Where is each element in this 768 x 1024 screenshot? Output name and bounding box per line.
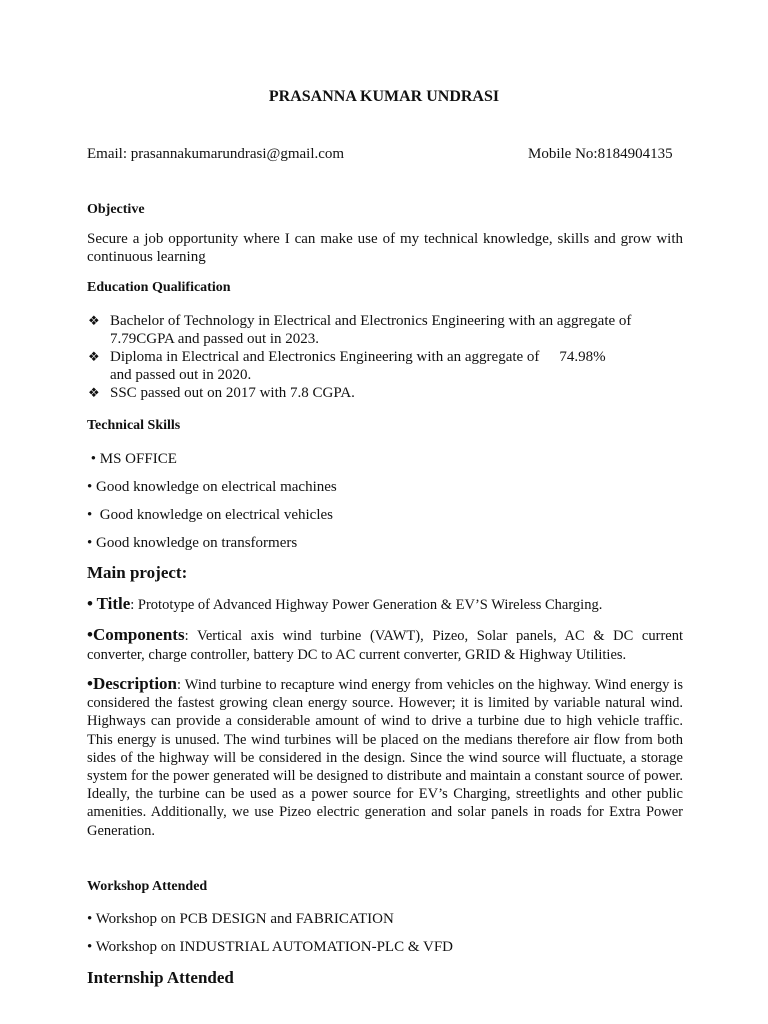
project-title-text: : Prototype of Advanced Highway Power Generation & EV’S Wireless Charging.	[130, 597, 603, 613]
project-heading: Main project:	[87, 563, 188, 582]
description-label: •Description	[87, 674, 177, 693]
list-item	[87, 348, 683, 384]
internship-heading: Internship Attended	[87, 968, 234, 987]
candidate-name: PRASANNA KUMAR UNDRASI	[268, 88, 500, 105]
education-heading: Education Qualification	[87, 280, 231, 295]
description-text: : Wind turbine to recapture wind energy from vehicles on the highway. Wind energy is considered the fastest growing clean energy source. However; it is limited by variable natural wind. Highways can provide a considerable amount of wind to drive a turbine due to high vehicle traffic. This energy is unused. The wind turbines will be placed on the medians therefore air flow from both sides of the highway will be considered in the design. Since the wind source will fluctuate, a storage system for the power generated will be designed to distribute and maintain a constant source of power. Ideally, the turbine can be used as a power source for EV’s Charging, streetlights and other public amenities. Additionally, we use Pizeo electric generation and solar panels in roads for Extra Power Generation.	[87, 677, 683, 839]
objective-text: Secure a job opportunity where I can make use of my technical knowledge, skills and grow with continuous learning	[87, 231, 683, 265]
education-text: Diploma in Electrical and Electronics Engineering with an aggregate of	[110, 349, 540, 365]
education-text: Bachelor of Technology in Electrical and Electronics Engineering with an aggregate of	[110, 313, 632, 329]
workshop-heading: Workshop Attended	[87, 879, 208, 894]
education-text: and passed out in 2020.	[110, 367, 252, 383]
diamond-bullet-icon: ❖	[88, 349, 100, 364]
education-list	[87, 312, 683, 402]
skill-item: • MS OFFICE	[87, 451, 177, 467]
bullet-icon: •	[87, 594, 93, 613]
education-text: 7.79CGPA and passed out in 2023.	[110, 331, 320, 347]
workshop-item: • Workshop on INDUSTRIAL AUTOMATION-PLC & VFD	[87, 939, 454, 955]
project-title-label: Title	[96, 594, 131, 613]
project-description	[87, 675, 683, 840]
project-components	[87, 626, 683, 664]
objective-heading: Objective	[87, 202, 145, 217]
components-text: : Vertical axis wind turbine (VAWT), Pizeo, Solar panels, AC & DC current converter, charge controller, battery DC to AC current converter, GRID & Highway Utilities.	[87, 628, 683, 663]
skill-item: • Good knowledge on electrical machines	[87, 479, 337, 495]
skill-item: • Good knowledge on electrical vehicles	[87, 507, 333, 523]
skills-heading: Technical Skills	[87, 418, 181, 433]
education-text: SSC passed out on 2017 with 7.8 CGPA.	[110, 385, 355, 401]
mobile-number: Mobile No:8184904135	[528, 146, 673, 162]
diamond-bullet-icon: ❖	[88, 385, 100, 400]
list-item	[87, 384, 683, 402]
list-item	[87, 312, 683, 348]
project-title	[87, 595, 683, 615]
skill-item: • Good knowledge on transformers	[87, 535, 298, 551]
workshop-item: • Workshop on PCB DESIGN and FABRICATION	[87, 911, 394, 927]
diamond-bullet-icon: ❖	[88, 313, 100, 328]
education-aggregate: 74.98%	[559, 349, 606, 365]
email: Email: prasannakumarundrasi@gmail.com	[87, 146, 345, 162]
components-label: •Components	[87, 625, 185, 644]
